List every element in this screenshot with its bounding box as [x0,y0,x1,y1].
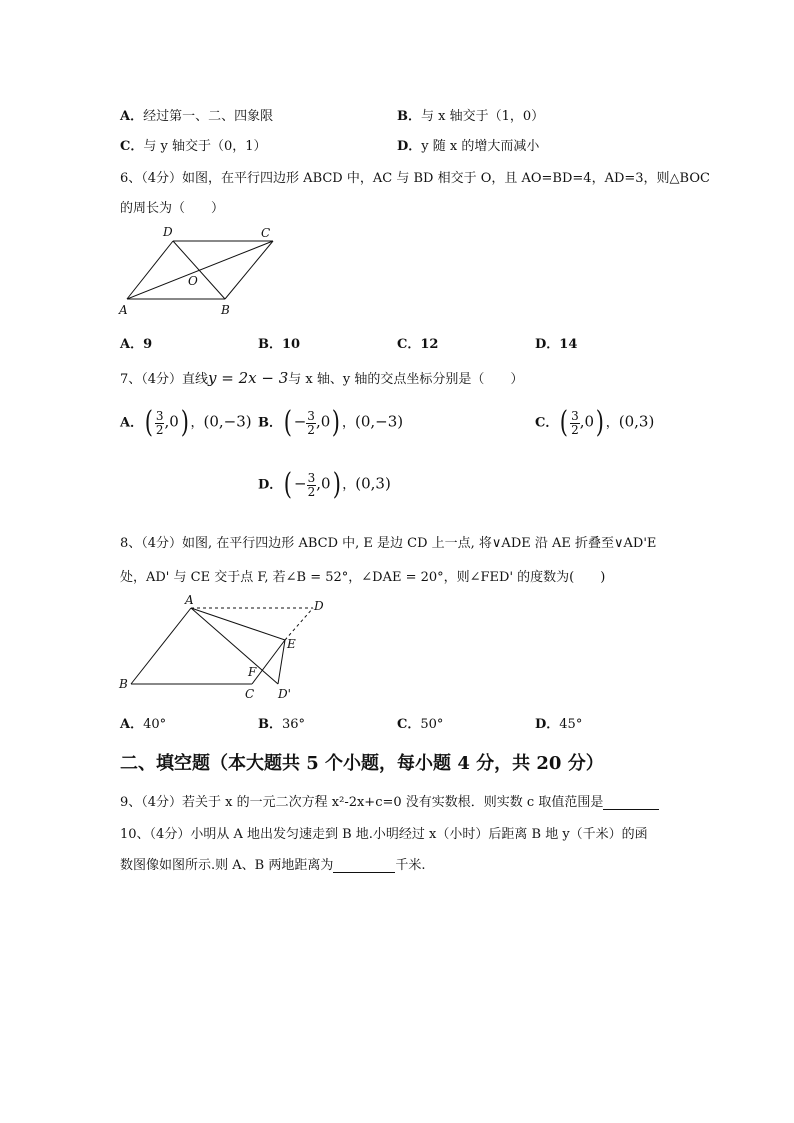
segment-ce [252,640,285,684]
option-label: B． [258,717,282,732]
option-label: C． [397,337,421,352]
option-label: B． [258,415,282,431]
vertex-d-label: D [314,599,324,613]
q7-stem-prefix: 7、（4分）直线 [120,372,209,387]
option-value: 10 [282,337,301,352]
q10-answer-blank[interactable] [333,858,395,873]
side-bc [225,241,273,299]
option-value: 36° [282,717,306,732]
q7-option-c: C．( $\frac{3}{2}$ ,0) ，(0,3) [535,405,655,440]
q7-option-a: A．( $\frac{3}{2}$ ,0) ，(0,−3) [120,405,252,440]
fraction: $\frac{3}{2}$ [155,408,164,437]
fraction: $\frac{3}{2}$ [307,408,315,437]
q9-stem-text: 9、（4分）若关于 x 的一元二次方程 x²-2x+c=0 没有实数根．则实数 c 取值范围是 [120,795,604,810]
q5-option-a [120,105,273,124]
segment-ed-prime [278,640,285,684]
vertex-b-label: B [119,677,128,691]
segment-ed-dashed [285,608,313,640]
point-f-label: F [248,665,257,679]
option-label: C． [120,139,144,154]
vertex-d-label: D [163,225,173,239]
q7-option-d: D．( − $\frac{3}{2}$ ,0) ，(0,3) [258,467,391,502]
center-o-label: O [188,274,198,288]
option-label: A． [120,337,144,352]
q9-answer-blank[interactable] [603,795,659,810]
q8-stem-line1: 8、（4分）如图, 在平行四边形 ABCD 中, E 是边 CD 上一点, 将∨ADE 沿 AE 折叠至∨AD'E [120,536,657,551]
option-value: 40° [143,717,167,732]
segment-ad-prime [191,608,278,684]
option-text: 与 x 轴交于（1，0） [421,109,545,124]
option-value: 50° [420,717,444,732]
option-value: 14 [559,337,578,352]
vertex-c-label: C [261,226,271,240]
option-text: 经过第一、二、四象限 [143,109,274,124]
option-label: B． [258,337,282,352]
option-text: 与 y 轴交于（0，1） [143,139,267,154]
q6-parallelogram-figure [115,222,285,322]
option-label: C． [535,415,559,431]
fraction: $\frac{3}{2}$ [571,408,579,437]
q6-option-b [258,333,300,352]
option-label: A． [120,415,144,431]
vertex-c-label: C [245,687,255,701]
q6-option-c [397,333,438,352]
option-value: 9 [143,337,153,352]
q7-option-b: B．( − $\frac{3}{2}$ ,0) ，(0,−3) [258,405,404,440]
diagonal-ac [127,241,273,299]
vertex-a-label: A [119,303,128,317]
q5-option-d [397,135,539,154]
vertex-a-label: A [185,593,194,607]
option-text: y 随 x 的增大而减小 [421,139,540,154]
side-ab [131,608,191,684]
q8-stem-line2: 处，AD' 与 CE 交于点 F, 若∠B = 52°，∠DAE = 20°，则∠FED' 的度数为( ) [120,570,606,585]
q7-stem-mid: 与 x 轴、y 轴的交点坐标分别是（ ） [288,372,524,387]
q5-option-c [120,135,267,154]
fraction: $\frac{3}{2}$ [307,470,316,499]
q6-stem-line2: 的周长为（ ） [120,201,225,216]
q8-option-c [397,713,443,732]
option-label: C． [397,717,421,732]
q8-option-d [535,713,582,732]
q10-stem-suffix: 千米. [395,858,426,873]
q6-option-d [535,333,577,352]
q6-option-a [120,333,152,352]
q8-option-a [120,713,166,732]
q8-option-b [258,713,305,732]
option-label: D． [397,139,422,154]
point-e-label: E [287,637,296,651]
q10-stem-line2 [120,854,425,873]
q6-stem-line1: 6、（4分）如图，在平行四边形 ABCD 中，AC 与 BD 相交于 O，且 AO=BD=4，AD=3，则△BOC [120,171,710,186]
option-label: A． [120,109,144,124]
q10-stem-prefix: 数图像如图所示.则 A、B 两地距离为 [120,858,334,873]
section-2-title: 二、填空题（本大题共 5 个小题，每小题 4 分，共 20 分） [120,753,604,774]
q7-stem [120,368,523,387]
q10-stem-line1: 10、（4分）小明从 A 地出发匀速走到 B 地.小明经过 x（小时）后距离 B 地 y（千米）的函 [120,827,648,842]
diagonal-bd [173,241,225,299]
option-value: 12 [420,337,439,352]
option-value: 45° [559,717,583,732]
vertex-b-label: B [221,303,230,317]
option-label: B． [397,109,421,124]
q8-folding-figure [115,592,335,704]
option-label: A． [120,717,144,732]
q9-stem [120,791,659,810]
q5-option-b [397,105,544,124]
segment-ae [191,608,285,640]
point-d-prime-label: D' [278,687,291,701]
option-label: D． [258,477,283,493]
option-label: D． [535,337,560,352]
q7-equation: y = 2x − 3 [208,369,289,387]
option-label: D． [535,717,560,732]
